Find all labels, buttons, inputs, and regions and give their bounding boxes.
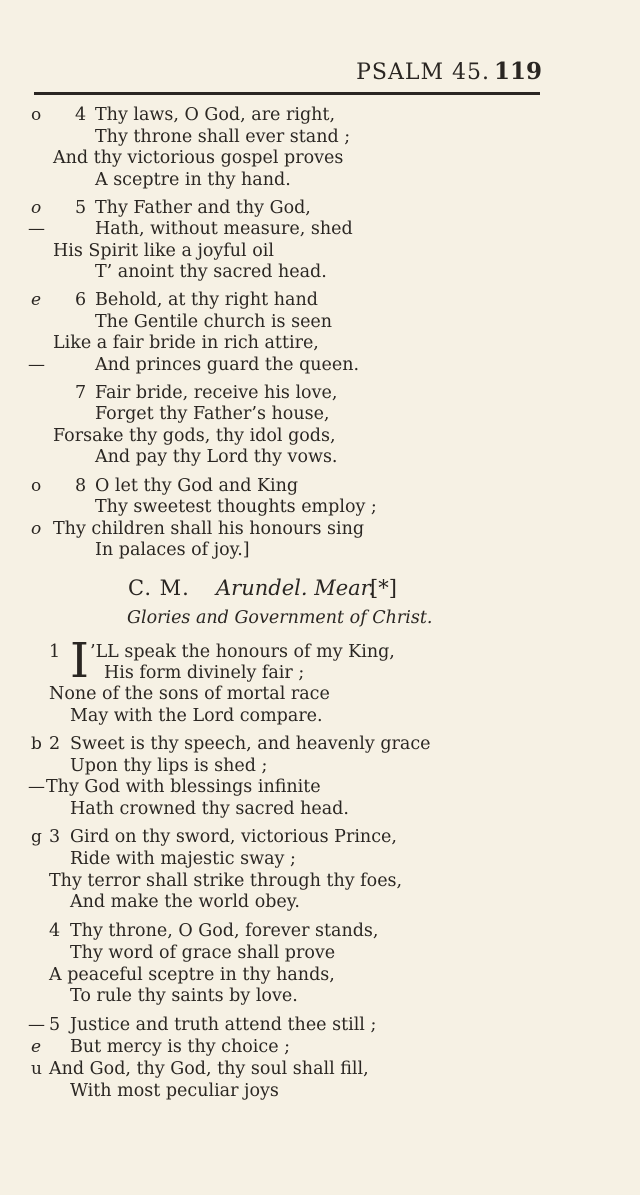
dynamics-mark: — [28, 219, 45, 239]
verse-line [0, 332, 640, 354]
stanza-number: 3 [49, 827, 61, 847]
verse-text: O let thy God and King [95, 476, 299, 496]
verse-line [0, 446, 640, 468]
verse-line [0, 197, 640, 219]
verse-text: And thy victorious gospel proves [53, 148, 344, 168]
verse-line [0, 425, 640, 447]
verse-line [0, 169, 640, 191]
drop-capital: I [70, 633, 89, 689]
verse-text: Hath, without measure, shed [95, 219, 353, 239]
verse-line [0, 1014, 640, 1036]
verse-line [0, 964, 640, 986]
verse-line [0, 518, 640, 540]
verse-text: With most peculiar joys [70, 1081, 279, 1101]
verse-text: And make the world obey. [70, 892, 300, 912]
verse-text: Thy throne, O God, forever stands, [70, 921, 379, 941]
verse-text: Thy God with blessings infinite [46, 777, 321, 797]
page-number: 119 [493, 58, 542, 85]
verse-text: In palaces of joy.] [95, 540, 250, 560]
verse-text: Fair bride, receive his love, [95, 383, 338, 403]
verse-text: And God, thy God, thy soul shall fill, [49, 1059, 369, 1079]
verse-line [0, 126, 640, 148]
verse-line [0, 240, 640, 262]
dynamics-mark: — [28, 777, 45, 797]
verse-text: Thy sweetest thoughts employ ; [95, 497, 377, 517]
verse-text: Thy Father and thy God, [95, 198, 311, 218]
verse-text: His Spirit like a joyful oil [53, 241, 274, 261]
dynamics-mark: o [31, 476, 42, 496]
dynamics-mark: o [31, 519, 42, 539]
verse-line [0, 641, 640, 663]
stanza-number: 8 [75, 476, 87, 496]
verse-text: ’LL speak the honours of my King, [90, 642, 395, 662]
verse-line [0, 705, 640, 727]
dynamics-mark: — [28, 1015, 45, 1035]
running-head: PSALM 45. [356, 60, 490, 85]
dynamics-mark: — [28, 355, 45, 375]
verse-text: Behold, at thy right hand [95, 290, 318, 310]
verse-line [0, 496, 640, 518]
verse-line [0, 848, 640, 870]
verse-line [0, 382, 640, 404]
verse-line [0, 683, 640, 705]
verse-line [0, 942, 640, 964]
dynamics-mark: e [31, 1037, 42, 1057]
verse-line [0, 891, 640, 913]
stanza-number: 5 [75, 198, 87, 218]
verse-text: Hath crowned thy sacred head. [70, 799, 349, 819]
stanza-number: 2 [49, 734, 61, 754]
verse-line [0, 475, 640, 497]
verse-line [0, 311, 640, 333]
verse-line [0, 798, 640, 820]
verse-line [0, 218, 640, 240]
verse-line [0, 920, 640, 942]
verse-text: Thy terror shall strike through thy foes, [49, 871, 403, 891]
tune-names: Arundel. Mear. [216, 576, 376, 600]
verse-line [0, 1080, 640, 1102]
meter-label: C. M. [128, 576, 190, 600]
dynamics-mark: b [31, 734, 42, 754]
stanza-number: 5 [49, 1015, 61, 1035]
stanza-number: 4 [75, 105, 87, 125]
verse-text: Sweet is thy speech, and heavenly grace [70, 734, 431, 754]
verse-line [0, 1058, 640, 1080]
stanza-number: 6 [75, 290, 87, 310]
verse-line [0, 354, 640, 376]
verse-text: His form divinely fair ; [104, 663, 305, 683]
verse-text: And pay thy Lord thy vows. [95, 447, 338, 467]
verse-text: T’ anoint thy sacred head. [95, 262, 327, 282]
verse-line [0, 147, 640, 169]
verse-text: Justice and truth attend thee still ; [70, 1015, 377, 1035]
verse-text: Thy word of grace shall prove [70, 943, 336, 963]
verse-text: May with the Lord compare. [70, 706, 323, 726]
stanza-number: 7 [75, 383, 87, 403]
stanza-number: 4 [49, 921, 61, 941]
dynamics-mark: g [31, 827, 42, 847]
header-rule [34, 92, 540, 95]
dynamics-mark: u [31, 1059, 42, 1079]
verse-text: A sceptre in thy hand. [95, 170, 291, 190]
verse-text: Ride with majestic sway ; [70, 849, 296, 869]
verse-text: Gird on thy sword, victorious Prince, [70, 827, 397, 847]
verse-text: The Gentile church is seen [95, 312, 333, 332]
page-header [0, 56, 640, 92]
verse-text: Upon thy lips is shed ; [70, 756, 268, 776]
verse-line [0, 403, 640, 425]
verse-text: None of the sons of mortal race [49, 684, 330, 704]
verse-text: Forsake thy gods, thy idol gods, [53, 426, 336, 446]
verse-line [0, 826, 640, 848]
verse-line [0, 104, 640, 126]
dynamics-mark: o [31, 105, 42, 125]
tune-mark: [*] [370, 576, 397, 600]
verse-line [0, 733, 640, 755]
verse-line [0, 776, 640, 798]
verse-line [0, 985, 640, 1007]
dynamics-mark: o [31, 198, 42, 218]
verse-text: But mercy is thy choice ; [70, 1037, 291, 1057]
verse-line [0, 539, 640, 561]
verse-text: Forget thy Father’s house, [95, 404, 330, 424]
verse-text: Thy children shall his honours sing [53, 519, 365, 539]
verse-text: Thy throne shall ever stand ; [95, 127, 351, 147]
verse-line [0, 261, 640, 283]
verse-line [0, 289, 640, 311]
verse-text: To rule thy saints by love. [70, 986, 298, 1006]
stanza-number: 1 [49, 642, 61, 662]
verse-text: Thy laws, O God, are right, [95, 105, 336, 125]
dynamics-mark: e [31, 290, 42, 310]
verse-line [0, 755, 640, 777]
verse-text: And princes guard the queen. [95, 355, 360, 375]
verse-line [0, 662, 640, 684]
verse-line [0, 1036, 640, 1058]
verse-text: A peaceful sceptre in thy hands, [49, 965, 335, 985]
hymn-subject: Glories and Government of Christ. [127, 608, 433, 628]
verse-line [0, 870, 640, 892]
hymn-heading [0, 576, 640, 606]
verse-text: Like a fair bride in rich attire, [53, 333, 319, 353]
